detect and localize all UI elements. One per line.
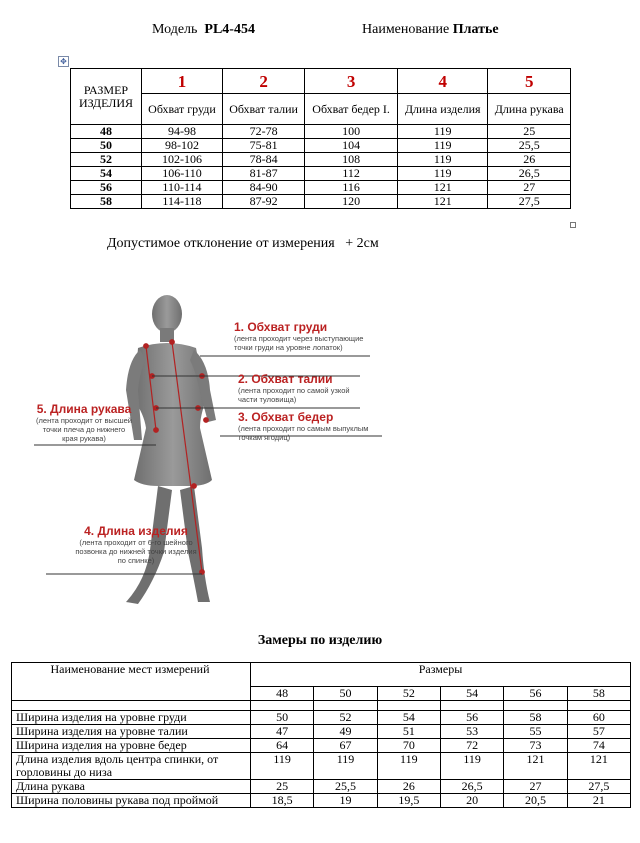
cell: 121 (567, 753, 630, 780)
table-row (71, 139, 571, 153)
cell: 27,5 (488, 195, 571, 209)
cell: 26 (488, 153, 571, 167)
annotation-subtitle: (лента проходит по самой узкой части туловища) (238, 386, 350, 404)
cell: 112 (305, 167, 398, 181)
cell: 119 (314, 753, 377, 780)
cell: 26,5 (440, 780, 503, 794)
cell: 110-114 (142, 181, 223, 195)
cell: 27 (504, 780, 567, 794)
cell: 81-87 (222, 167, 304, 181)
table-move-handle-icon[interactable]: ✥ (58, 56, 69, 67)
row-size: 48 (71, 125, 142, 139)
row-size: 56 (71, 181, 142, 195)
cell: 119 (397, 125, 487, 139)
cell: 116 (305, 181, 398, 195)
annotation-subtitle: (лента проходит по самым выпуклым точкам ягодиц) (238, 424, 369, 442)
cell: 72 (440, 739, 503, 753)
col-header-length: Длина изделия (397, 94, 487, 125)
row-size: 58 (71, 195, 142, 209)
cell: 74 (567, 739, 630, 753)
col-header-waist: Обхват талии (222, 94, 304, 125)
cell: 26,5 (488, 167, 571, 181)
cell: 27,5 (567, 780, 630, 794)
col-header-hips: Обхват бедер I. (305, 94, 398, 125)
cell: 104 (305, 139, 398, 153)
cell: 119 (397, 167, 487, 181)
model-label: Модель (152, 22, 198, 37)
size-col: 58 (567, 687, 630, 701)
size-col: 52 (377, 687, 440, 701)
cell: 50 (251, 711, 314, 725)
cell: 98-102 (142, 139, 223, 153)
table-row (71, 195, 571, 209)
cell: 64 (251, 739, 314, 753)
cell: 18,5 (251, 794, 314, 808)
col-header-chest: Обхват груди (142, 94, 223, 125)
cell: 53 (440, 725, 503, 739)
cell: 70 (377, 739, 440, 753)
cell: 47 (251, 725, 314, 739)
table-row (12, 753, 631, 780)
annotation-title: 2. Обхват талии (238, 372, 333, 386)
size-col: 54 (440, 687, 503, 701)
cell: 58 (504, 711, 567, 725)
cell: 75-81 (222, 139, 304, 153)
table-row (12, 780, 631, 794)
model-heading (152, 22, 255, 38)
table-row (71, 167, 571, 181)
table-row (71, 181, 571, 195)
tolerance-text: Допустимое отклонение от измерения (107, 236, 335, 251)
annotation-subtitle: (лента проходит от 6-го шейного позвонка до нижней точки изделия по спинке) (75, 538, 197, 565)
annotation-title: 3. Обхват бедер (238, 410, 334, 424)
cell: 27 (488, 181, 571, 195)
col-number-4: 4 (397, 69, 487, 94)
annotation-hips (238, 410, 386, 442)
col-number-2: 2 (222, 69, 304, 94)
cell: 21 (567, 794, 630, 808)
annotation-title: 1. Обхват груди (234, 320, 328, 334)
cell: 55 (504, 725, 567, 739)
cell: 19 (314, 794, 377, 808)
cell: 51 (377, 725, 440, 739)
cell: 25,5 (488, 139, 571, 153)
size-col: 50 (314, 687, 377, 701)
size-col: 56 (504, 687, 567, 701)
cell: 49 (314, 725, 377, 739)
measurements-sizes-header: Размеры (251, 663, 631, 687)
tolerance-value: + 2см (345, 236, 379, 251)
cell: 78-84 (222, 153, 304, 167)
measurements-title: Замеры по изделию (257, 633, 383, 648)
row-label: Ширина изделия на уровне бедер (12, 739, 251, 753)
model-value: PL4-454 (204, 22, 255, 37)
annotation-subtitle: (лента проходит через выступающие точки груди на уровне лопаток) (234, 334, 364, 352)
cell: 26 (377, 780, 440, 794)
row-label: Ширина изделия на уровне груди (12, 711, 251, 725)
row-label: Ширина изделия на уровне талии (12, 725, 251, 739)
cell: 121 (397, 195, 487, 209)
cell: 87-92 (222, 195, 304, 209)
cell: 25,5 (314, 780, 377, 794)
table-row (12, 711, 631, 725)
col-number-5: 5 (488, 69, 571, 94)
cell: 119 (440, 753, 503, 780)
annotation-length (74, 524, 198, 565)
table-row (12, 725, 631, 739)
cell: 60 (567, 711, 630, 725)
table-row (12, 739, 631, 753)
cell: 25 (488, 125, 571, 139)
size-corner-label: РАЗМЕР ИЗДЕЛИЯ (71, 69, 142, 125)
col-number-1: 1 (142, 69, 223, 94)
size-col: 48 (251, 687, 314, 701)
measurements-table (11, 662, 631, 808)
annotation-subtitle: (лента проходит от высшей точки плеча до нижнего края рукава) (36, 416, 132, 443)
row-label: Длина изделия вдоль центра спинки, от горловины до низа (12, 753, 251, 780)
cell: 19,5 (377, 794, 440, 808)
cell: 120 (305, 195, 398, 209)
col-header-sleeve: Длина рукава (488, 94, 571, 125)
cell: 25 (251, 780, 314, 794)
table-row (71, 125, 571, 139)
cell: 106-110 (142, 167, 223, 181)
row-size: 54 (71, 167, 142, 181)
cell: 72-78 (222, 125, 304, 139)
cell: 119 (397, 153, 487, 167)
cell: 121 (397, 181, 487, 195)
cell: 52 (314, 711, 377, 725)
cell: 119 (251, 753, 314, 780)
col-number-3: 3 (305, 69, 398, 94)
row-label: Длина рукава (12, 780, 251, 794)
cell: 121 (504, 753, 567, 780)
cell: 20 (440, 794, 503, 808)
cell: 20,5 (504, 794, 567, 808)
measurement-figure (30, 290, 400, 610)
cell: 54 (377, 711, 440, 725)
annotation-title: 5. Длина рукава (36, 402, 132, 416)
cell: 119 (377, 753, 440, 780)
cell: 119 (397, 139, 487, 153)
annotation-chest (234, 320, 384, 352)
cell: 57 (567, 725, 630, 739)
name-heading (362, 22, 499, 38)
row-size: 50 (71, 139, 142, 153)
table-resize-handle[interactable] (570, 222, 576, 228)
cell: 84-90 (222, 181, 304, 195)
table-row (71, 153, 571, 167)
table-row (12, 794, 631, 808)
cell: 108 (305, 153, 398, 167)
row-label: Ширина половины рукава под проймой (12, 794, 251, 808)
cell: 56 (440, 711, 503, 725)
cell: 73 (504, 739, 567, 753)
name-label: Наименование (362, 22, 450, 37)
cell: 114-118 (142, 195, 223, 209)
name-value: Платье (452, 22, 499, 37)
cell: 67 (314, 739, 377, 753)
annotation-waist (238, 372, 368, 404)
cell: 102-106 (142, 153, 223, 167)
tolerance-note (107, 236, 379, 252)
cell: 94-98 (142, 125, 223, 139)
annotation-title: 4. Длина изделия (84, 524, 188, 538)
size-table (70, 68, 571, 209)
annotation-sleeve (36, 402, 132, 443)
measurements-name-header: Наименование мест измерений (12, 663, 251, 701)
cell: 100 (305, 125, 398, 139)
row-size: 52 (71, 153, 142, 167)
